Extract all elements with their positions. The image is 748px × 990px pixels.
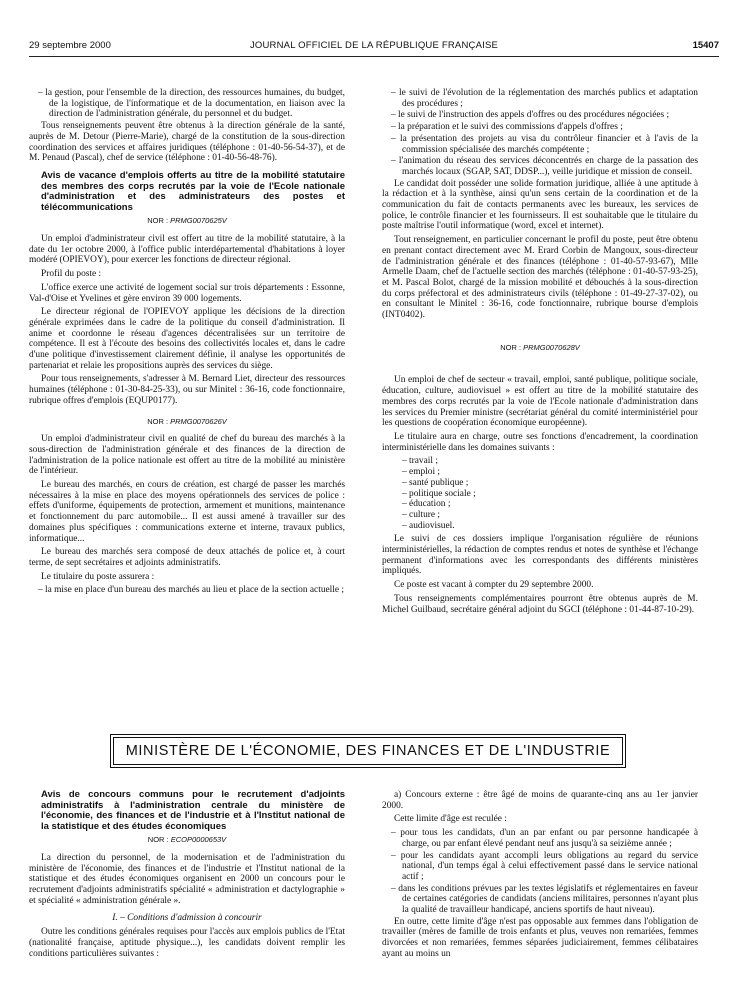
nor-reference: NOR : PRMG0070628V xyxy=(500,342,580,352)
subsection-heading: I. – Conditions d'admission à concourir xyxy=(112,912,262,923)
header-journal-title: JOURNAL OFFICIEL DE LA RÉPUBLIQUE FRANÇAISE xyxy=(249,40,499,51)
paragraph: Pour tous renseignements, s'adresser à M. Bernard Liet, directeur des ressources humaines (téléphone : 01-30-84-25-33), ou sur Minitel : 36-16, code fonctionnaire, rubrique offres d'emplois (EQUP0177). xyxy=(29,374,345,406)
list-item: – la présentation des projets au visa du contrôleur financier et à l'avis de la commission spécialisée des marchés compétente ; xyxy=(391,133,698,155)
list-item: – pour tous les candidats, d'un an par enfant ou par personne handicapée à charge, ou par enfant élevé pendant neuf ans jusqu'à sa seizième année ; xyxy=(391,828,698,849)
paragraph: Un emploi d'administrateur civil est offert au titre de la mobilité statutaire, à la date du 1er octobre 2000, à l'office public interdépartemental d'habitations à loyer modéré (OPIEVOY), pour exercer les fonctions de directeur régional. xyxy=(29,234,345,266)
nor-code: PRMG0070625V xyxy=(170,216,227,226)
paragraph: Un emploi de chef de secteur « travail, emploi, santé publique, politique sociale, éducation, culture, audiovisuel » est offert au titre de la mobilité statutaire des membres des corps recrutés par la voie de l'Ecole nationale d'administration dans les services du Premier ministre (secrétariat général du comité interministériel pour les questions de coopération économique européenne). xyxy=(382,375,698,429)
section-heading: Avis de concours communs pour le recrutement d'adjoints administratifs à l'administration centrale du ministère de l'économie, des finances et de l'industrie et à l'Institut national de la statistique et des études économiques xyxy=(41,789,345,832)
list-item: – le suivi de l'évolution de la réglementation des marchés publics et adaptation des procédures ; xyxy=(391,88,698,109)
paragraph: Le titulaire du poste assurera : xyxy=(41,571,155,582)
paragraph: En outre, cette limite d'âge n'est pas opposable aux femmes dans l'obligation de travailler (mères de famille de trois enfants et plus, veuves non remariées, femmes divorcées et non remariées, femmes séparées judiciairement, femmes célibataires ayant au moins un xyxy=(382,916,698,959)
list-item: – politique sociale ; xyxy=(402,488,476,499)
nor-reference: NOR : ECOP0000653V xyxy=(147,835,227,845)
paragraph: Le bureau des marchés, en cours de création, est chargé de passer les marchés nécessaires à la mise en place des moyens opérationnels des services de police : effets d'uniforme, équipements de protection, armement et munitions, maintenance et fonctionnement du parc automobile... Il est aussi amené à travailler sur des domaines plus spécifiques : communications externe et interne, travaux publics, informatique... xyxy=(29,480,345,544)
header-rule xyxy=(29,56,719,57)
paragraph: Cette limite d'âge est reculée : xyxy=(394,814,507,825)
paragraph: Ce poste est vacant à compter du 29 septembre 2000. xyxy=(394,580,594,591)
nor-reference: NOR : PRMG0070625V xyxy=(147,216,227,226)
list-item: – travail ; xyxy=(402,456,438,467)
list-item: – la gestion, pour l'ensemble de la direction, des ressources humaines, du budget, de la logistique, de l'informatique et de la documentation, en liaison avec la direction de l'administration générale, du personnel et du budget. xyxy=(38,88,345,120)
paragraph: Tout renseignement, en particulier concernant le profil du poste, peut être obtenu en prenant contact directement avec M. Erard Corbin de Mangoux, sous-directeur de l'administration générale et des finances (téléphone : 01-40-57-93-67), Mlle Armelle Daam, chef de l'actuelle section des marchés (téléphone : 01-40-57-93-25), et M. Pascal Bolot, chargé de la mission mobilité et débouchés à la sous-direction du corps préfectoral et des administrateurs civils (téléphone : 01-49-27-37-02), ou en consultant le Minitel : 36-16, code fonctionnaire, rubrique bourse d'emplois (INT0402). xyxy=(382,235,698,321)
page-header xyxy=(29,40,719,56)
paragraph: Le titulaire aura en charge, outre ses fonctions d'encadrement, la coordination interministérielle dans les domaines suivants : xyxy=(382,431,698,453)
header-page-number: 15407 xyxy=(692,40,719,51)
left-column-bottom xyxy=(29,790,345,962)
list-item: – la mise en place d'un bureau des marchés au lieu et place de la section actuelle ; xyxy=(38,585,344,596)
paragraph: Tous renseignements peuvent être obtenus à la direction générale de la santé, auprès de M. Detour (Pierre-Marie), chargé de la constitution de la sous-direction coordination des services et affaires juridiques (téléphone : 01-40-56-54-37), et de M. Penaud (Pascal), chef de service (téléphone : 01-40-56-48-76). xyxy=(29,121,345,164)
paragraph: Le directeur régional de l'OPIEVOY applique les décisions de la direction générale exprimées dans le cadre de la politique du conseil d'administration. Il anime et coordonne le réseau d'agences décentralisées sur un territoire de compétence. Il est à l'écoute des besoins des collectivités locales et, dans le cadre d'une politique d'investissement clairement définie, il analyse les opportunités de partenariat et relaie les propositions auprès des services du siège. xyxy=(29,307,345,371)
list-item: – dans les conditions prévues par les textes législatifs et réglementaires en faveur de certaines catégories de candidats (anciens militaires, personnes n'ayant plus la qualité de travailleur handicapé, anciens sportifs de haut niveau). xyxy=(391,883,698,916)
nor-reference: NOR : PRMG0070626V xyxy=(147,416,227,426)
list-item: – éducation ; xyxy=(402,499,451,510)
nor-code: PRMG0070626V xyxy=(170,416,227,426)
nor-code: ECOP0000653V xyxy=(170,835,227,845)
list-item: – pour les candidats ayant accompli leurs obligations au regard du service national, d'un temps égal à celui effectivement passé dans le service national actif ; xyxy=(391,850,698,882)
paragraph: L'office exerce une activité de logement social sur trois départements : Essonne, Val-d'Oise et Yvelines et gère environ 39 000 logements. xyxy=(29,282,345,304)
paragraph: Le candidat doit posséder une solide formation juridique, alliée à une aptitude à la rédaction et à la synthèse, ainsi qu'un sens certain de la coordination et de la communication du fait de contacts permanents avec les bureaux, les services de police, le contrôle financier et les fournisseurs. Il est souhaitable que le titulaire du poste maîtrise l'outil informatique (word, excel et internet). xyxy=(382,178,698,232)
paragraph: Tous renseignements complémentaires pourront être obtenus auprès de M. Michel Guilbaud, secrétaire général adjoint du SGCI (téléphone : 01-44-87-10-29). xyxy=(382,593,698,615)
paragraph: La direction du personnel, de la modernisation et de l'administration du ministère de l'économie, des finances et de l'industrie et l'Institut national de la statistique et des études économiques organisent en 2000 un concours pour le recrutement d'adjoints administratifs spécialité « administration et dactylographie » et spécialité « administration générale ». xyxy=(29,853,345,906)
right-column-bottom xyxy=(382,790,698,963)
nor-code: PRMG0070628V xyxy=(523,342,580,352)
ministry-banner: MINISTÈRE DE L'ÉCONOMIE, DES FINANCES ET DE L'INDUSTRIE xyxy=(113,737,623,765)
list-item: – la préparation et le suivi des commissions d'appels d'offres ; xyxy=(391,122,623,133)
list-item: – l'animation du réseau des services déconcentrés en charge de la passation des marchés locaux (SGAP, SAT, DDSP...), veille juridique et mission de conseil. xyxy=(391,156,698,177)
paragraph: Un emploi d'administrateur civil en qualité de chef du bureau des marchés à la sous-direction de l'administration générale et des finances de la direction de l'administration de la police nationale est offert au titre de la mobilité au ministère de l'intérieur. xyxy=(29,434,345,477)
list-item: – le suivi de l'instruction des appels d'offres ou des procédures négociées ; xyxy=(391,110,670,121)
paragraph: a) Concours externe : être âgé de moins de quarante-cinq ans au 1er janvier 2000. xyxy=(382,790,698,811)
paragraph: Le bureau des marchés sera composé de deux attachés de police et, à court terme, de sept secrétaires et adjoints administratifs. xyxy=(29,547,345,568)
paragraph: Le suivi de ces dossiers implique l'organisation régulière de réunions interministérielles, la rédaction de comptes rendus et notes de synthèse et l'échange permanent d'informations avec les correspondants des différents ministères impliqués. xyxy=(382,534,698,577)
paragraph: Outre les conditions générales requises pour l'accès aux emplois publics de l'Etat (nationalité française, aptitude physique...), les candidats doivent remplir les conditions particulières suivantes : xyxy=(29,927,345,959)
section-heading: Avis de vacance d'emplois offerts au titre de la mobilité statutaire des membres des corps recrutés par la voie de l'Ecole nationale d'administration et des administrateurs des postes et télécommunications xyxy=(41,169,345,213)
list-item: – santé publique ; xyxy=(402,477,469,488)
header-date: 29 septembre 2000 xyxy=(29,40,111,51)
left-column-top xyxy=(29,88,345,597)
paragraph: Profil du poste : xyxy=(41,269,102,280)
right-column-top xyxy=(382,88,698,618)
list-item: – culture ; xyxy=(402,509,441,520)
list-item: – emploi ; xyxy=(402,467,441,478)
list-item: – audiovisuel. xyxy=(402,520,455,531)
